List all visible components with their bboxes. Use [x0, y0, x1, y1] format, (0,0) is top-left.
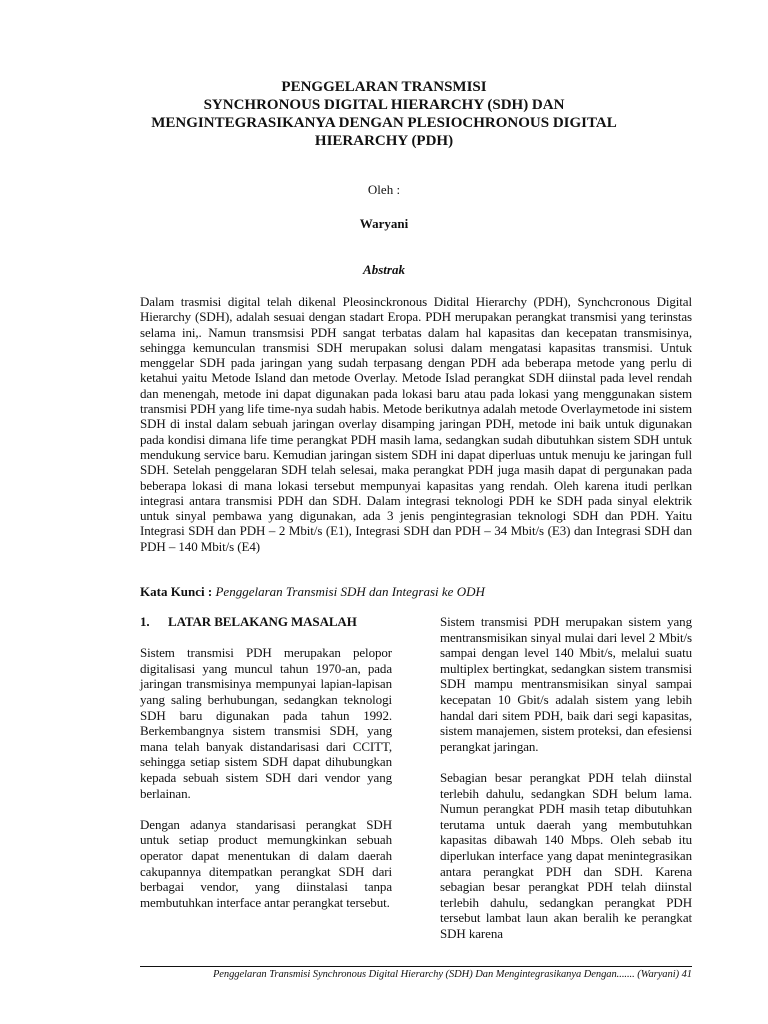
footer-divider: [140, 966, 692, 967]
page-footer: Penggelaran Transmisi Synchronous Digital Hierarchy (SDH) Dan Mengintegrasikanya Dengan....... (Waryani) 41: [212, 969, 692, 980]
right-column: [440, 614, 692, 941]
section-heading: [140, 614, 392, 630]
paper-title: [100, 78, 668, 150]
author-name: Waryani: [359, 216, 409, 231]
keywords-label: Kata Kunci :: [140, 584, 213, 599]
body-paragraph: Sebagian besar perangkat PDH telah diinstal terlebih dahulu, sedangkan SDH belum lama. Numun perangkat PDH masih tetap dibutuhkan terutama untuk daerah yang membutuhkan kapasitas dibawah 140 Mbps. Oleh sebab itu diperlukan interface yang dapat menintegrasikan antara perangkat PDH dan SDH. Karena sebagian besar perangkat PDH telah diinstal terlebih dahulu, sedangkan perangkat PDH tersebut lambat laun akan beralih ke perangkat SDH karena: [440, 769, 692, 941]
title-line: MENGINTEGRASIKANYA DENGAN PLESIOCHRONOUS DIGITAL: [151, 115, 617, 131]
abstract-heading: Abstrak: [363, 262, 405, 277]
body-paragraph: Sistem transmisi PDH merupakan pelopor digitalisasi yang muncul tahun 1970-an, pada jaringan transmisinya mempunyai lapian-lapisan yang saling berhubungan, sedangkan teknologi SDH baru digunakan pada tahun 1992. Berkembangnya sistem transmisi SDH, yang mana telah banyak distandarisasi dari CCITT, sehingga setiap sistem SDH dapat dihubungkan kepada sebuah sistem SDH dari vendor yang berlainan.: [140, 645, 392, 801]
oleh-label: Oleh :: [367, 182, 401, 197]
abstract-text: Dalam trasmisi digital telah dikenal Pleosinckronous Didital Hierarchy (PDH), Synchcronous Digital Hierarchy (SDH), adalah sesuai dengan stadart Eropa. PDH merupakan perangkat transmisi yang terinstas selama ini,. Namun transmsisi PDH sangat terbatas dalam hal kapasitas dan kecepatan transmisinya, sehingga kemunculan transmisi SDH merupakan solusi dalam mengatasi kapasitas transmisi. Untuk menggelar SDH pada jaringan yang sudah terpasang dengan PDH ada beberapa metode yang perlu di ketahui yaitu Metode Island dan metode Overlay. Metode Islad perangkat SDH diinstal pada level rendah dan menengah, metode ini dapat digunakan pada lokasi baru atau pada lokasi yang menggunakan sistem transmisi PDH yang life time-nya sudah habis. Metode berikutnya adalah metode Overlaymetode ini sistem SDH di instal dalam sebuah jaringan overlay disamping jaringan PDH, metode ini baik untuk digunakan pada kondisi dimana life time perangkat PDH masih lama, sedangkan sudah dibutuhkan sistem SDH untuk mendukung service baru. Kemudian jaringan sistem SDH ini dapat diperluas untuk menuju ke jaringan full SDH. Setelah penggelaran SDH telah selesai, maka perangkat PDH juga masih dapat di pergunakan pada beberapa lokasi di mana lokasi tersebut mempunyai kapasitas yang rendah. Oleh karena itudi perlkan integrasi antara transmisi PDH dan SDH. Dalam integrasi teknologi PDH ke SDH pada sinyal elektrik untuk sinyal pembawa yang digunakan, ada 3 jenis pengintegrasian teknologi SDH dan PDH. Yaitu Integrasi SDH dan PDH – 2 Mbit/s (E1), Integrasi SDH dan PDH – 34 Mbit/s (E3) dan Integrasi SDH dan PDH – 140 Mbit/s (E4): [140, 294, 692, 554]
title-line: PENGGELARAN TRANSMISI: [281, 79, 487, 95]
left-column: [140, 614, 392, 910]
keywords: [140, 584, 700, 600]
section-title: LATAR BELAKANG MASALAH: [168, 614, 357, 629]
keywords-text: Penggelaran Transmisi SDH dan Integrasi ke ODH: [215, 584, 485, 599]
body-paragraph: Sistem transmisi PDH merupakan sistem yang mentransmisikan sinyal mulai dari level 2 Mbit/s sampai dengan level 140 Mbit/s, melalui suatu multiplex bertingkat, sedangkan sistem transmisi SDH mampu mentransmisikan sinyal sampai kecepatan 10 Gbit/s adalah sistem yang lebih handal dari sitem PDH, baik dari segi kapasitas, sistem manajemen, sistem proteksi, dan efesiensi perangkat jaringan.: [440, 614, 692, 754]
section-number: 1.: [140, 614, 150, 629]
title-line: HIERARCHY (PDH): [314, 133, 454, 149]
body-paragraph: Dengan adanya standarisasi perangkat SDH untuk setiap product memungkinkan sebuah operator dapat menentukan di dalam daerah cakupannya ditempatkan perangkat SDH dari berbagai vendor, yang diinstalasi tanpa membutuhkan interface antar perangkat tersebut.: [140, 816, 392, 910]
title-line: SYNCHRONOUS DIGITAL HIERARCHY (SDH) DAN: [203, 97, 565, 113]
